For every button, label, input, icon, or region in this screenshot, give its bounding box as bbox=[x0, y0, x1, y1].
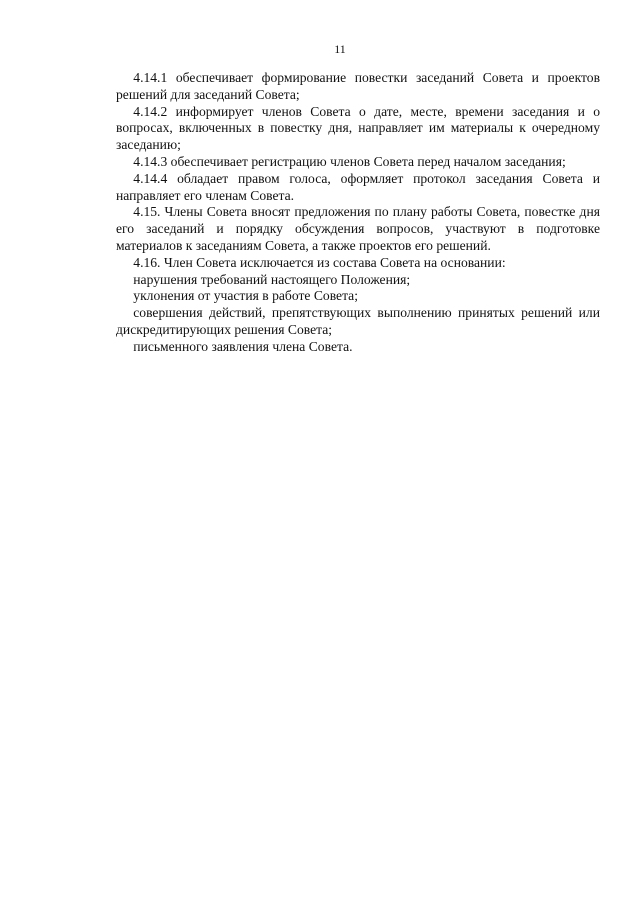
paragraph-4-14-4: 4.14.4 обладает правом голоса, оформляет протокол заседания Совета и направляет его членам Совета. bbox=[116, 170, 600, 203]
paragraph-4-14-3: 4.14.3 обеспечивает регистрацию членов Совета перед началом заседания; bbox=[133, 153, 566, 169]
paragraph-4-14-1: 4.14.1 обеспечивает формирование повестки заседаний Совета и проектов решений для заседаний Совета; bbox=[116, 70, 600, 102]
list-item-obstruction: совершения действий, препятствующих выполнению принятых решений или дискредитирующих решения Совета; bbox=[116, 305, 600, 337]
document-body bbox=[116, 70, 600, 356]
list-item-written-request: письменного заявления члена Совета. bbox=[133, 338, 353, 354]
paragraph-4-14-2: 4.14.2 информирует членов Совета о дате, месте, времени заседания и о вопросах, включенных в повестку дня, направляет им материалы к очередному заседанию; bbox=[116, 103, 600, 153]
list-item-violation: нарушения требований настоящего Положения; bbox=[133, 271, 411, 287]
list-item-evasion: уклонения от участия в работе Совета; bbox=[133, 288, 358, 304]
paragraph-4-16: 4.16. Член Совета исключается из состава Совета на основании: bbox=[133, 254, 506, 270]
paragraph-4-15: 4.15. Члены Совета вносят предложения по плану работы Совета, повестке дня его заседаний и порядку обсуждения вопросов, участвуют в подготовке материалов к заседаниям Совета, а также проектов его решений. bbox=[116, 204, 600, 253]
page-number: 11 bbox=[334, 42, 346, 56]
